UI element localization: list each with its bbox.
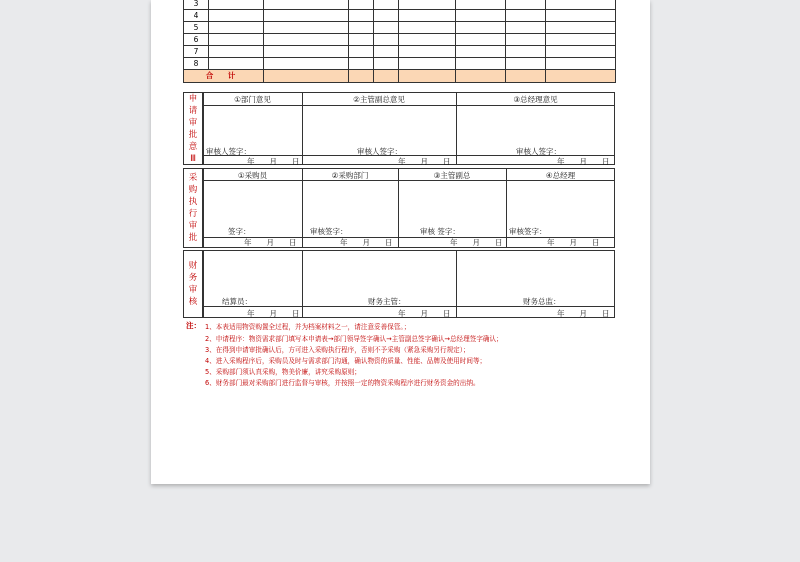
table-cell[interactable]: [546, 58, 616, 70]
row-number: 7: [184, 46, 209, 58]
purchase-side-label: [183, 168, 203, 248]
table-cell[interactable]: [546, 0, 616, 10]
table-cell[interactable]: [456, 46, 506, 58]
purchase-header-dept: ②采购部门: [331, 171, 369, 180]
table-cell[interactable]: [374, 0, 399, 10]
purchase-header-buyer: ①采购员: [237, 171, 268, 180]
apply-date-1: 年 月 日: [247, 157, 300, 166]
purchase-sign-4: 审核签字：: [509, 227, 547, 236]
table-cell[interactable]: [374, 34, 399, 46]
table-cell[interactable]: [209, 34, 264, 46]
items-table: [183, 0, 616, 83]
apply-side-char: 申: [188, 93, 198, 104]
finance-side-label: [183, 250, 203, 318]
total-row: [184, 70, 616, 83]
finance-side-char: 核: [188, 297, 198, 307]
table-cell[interactable]: [264, 34, 349, 46]
table-cell[interactable]: [546, 46, 616, 58]
purchase-sign-2: 审核签字：: [310, 227, 348, 236]
table-cell[interactable]: [399, 58, 456, 70]
table-cell[interactable]: [506, 46, 546, 58]
table-cell[interactable]: [264, 46, 349, 58]
table-cell[interactable]: [374, 22, 399, 34]
table-cell[interactable]: [349, 34, 374, 46]
table-cell[interactable]: [209, 46, 264, 58]
apply-header-dept: ①部门意见: [234, 95, 271, 104]
finance-side-char: 审: [188, 285, 198, 295]
table-cell[interactable]: [264, 10, 349, 22]
apply-sign-1: 审核人签字：: [206, 147, 251, 156]
table-cell[interactable]: [456, 22, 506, 34]
table-cell[interactable]: [399, 34, 456, 46]
purchase-side-char: 批: [188, 233, 198, 243]
table-cell[interactable]: [399, 10, 456, 22]
table-cell[interactable]: [349, 22, 374, 34]
table-cell[interactable]: [546, 22, 616, 34]
table-cell[interactable]: [349, 10, 374, 22]
apply-header-vp: ②主管副总意见: [353, 95, 405, 104]
apply-header-gm: ③总经理意见: [513, 95, 558, 104]
table-cell[interactable]: [506, 0, 546, 10]
row-number: 5: [184, 22, 209, 34]
table-row: [184, 0, 616, 10]
table-row: [184, 58, 616, 70]
purchase-side-char: 购: [188, 185, 198, 195]
purchase-side-char: 行: [188, 209, 198, 219]
finance-sign-3: 财务总监：: [523, 297, 561, 306]
apply-side-char: 请: [188, 105, 198, 116]
notes-prefix: 注：: [186, 321, 201, 330]
table-row: [184, 46, 616, 58]
finance-sign-1: 结算员：: [222, 297, 252, 306]
purchase-date-2: 年 月 日: [340, 238, 393, 247]
row-number: 6: [184, 34, 209, 46]
finance-date-2: 年 月 日: [398, 309, 451, 318]
finance-side-char: 财: [188, 261, 198, 271]
purchase-side-char: 执: [188, 197, 198, 207]
table-cell[interactable]: [264, 0, 349, 10]
apply-side-label: [183, 92, 203, 165]
purchase-header-vp: ③主管副总: [433, 171, 471, 180]
row-number: 4: [184, 10, 209, 22]
table-row: [184, 10, 616, 22]
row-number: 3: [184, 0, 209, 10]
finance-sign-2: 财务主管：: [368, 297, 406, 306]
table-cell[interactable]: [349, 0, 374, 10]
table-cell[interactable]: [399, 0, 456, 10]
table-cell[interactable]: [399, 22, 456, 34]
note-item-1: 1、本表适用物资购置全过程，并为档案材料之一，请注意妥善保管。；: [205, 323, 411, 331]
table-cell[interactable]: [506, 10, 546, 22]
note-item-3: 3、在得到申请审批确认后，方可进入采购执行程序，否则不予采购（紧急采购另行规定）；: [205, 346, 470, 354]
table-cell[interactable]: [506, 34, 546, 46]
apply-side-char: 批: [188, 129, 198, 140]
table-row: [184, 22, 616, 34]
table-cell[interactable]: [506, 58, 546, 70]
table-cell[interactable]: [264, 58, 349, 70]
purchase-date-4: 年 月 日: [547, 238, 600, 247]
purchase-side-char: 审: [188, 221, 198, 231]
purchase-side-char: 采: [188, 173, 198, 183]
table-cell[interactable]: [456, 0, 506, 10]
apply-sign-3: 审核人签字：: [516, 147, 561, 156]
finance-side-char: 务: [188, 273, 198, 283]
purchase-header-gm: ④总经理: [545, 171, 576, 180]
table-row: [184, 34, 616, 46]
table-cell[interactable]: [506, 22, 546, 34]
finance-date-1: 年 月 日: [247, 309, 300, 318]
apply-date-3: 年 月 日: [557, 157, 610, 166]
purchase-date-3: 年 月 日: [450, 238, 503, 247]
finance-date-3: 年 月 日: [557, 309, 610, 318]
row-number: 8: [184, 58, 209, 70]
table-cell[interactable]: [374, 58, 399, 70]
table-cell[interactable]: [209, 58, 264, 70]
purchase-sign-3: 审核 签字：: [420, 227, 460, 236]
table-cell[interactable]: [546, 10, 616, 22]
apply-sign-2: 审核人签字：: [357, 147, 402, 156]
apply-side-char: 审: [188, 117, 198, 128]
table-cell[interactable]: [546, 34, 616, 46]
table-cell[interactable]: [456, 10, 506, 22]
note-item-4: 4、进入采购程序后，采购员及时与需求部门沟通，确认物资的质量、性能、品牌及使用时间等；: [205, 357, 487, 365]
apply-side-char: Ⅲ: [190, 153, 196, 164]
table-cell[interactable]: [209, 10, 264, 22]
note-item-5: 5、采购部门须认真采购，物美价廉，讲究采购原则；: [205, 368, 361, 376]
note-item-2: 2、申请程序：物资需求部门填写本申请表→部门领导签字确认→主管副总签字确认→总经理签字确认；: [205, 335, 503, 343]
table-cell[interactable]: [349, 46, 374, 58]
apply-date-2: 年 月 日: [398, 157, 451, 166]
table-cell[interactable]: [456, 58, 506, 70]
table-cell[interactable]: [209, 22, 264, 34]
table-cell[interactable]: [456, 34, 506, 46]
table-cell[interactable]: [349, 58, 374, 70]
apply-side-char: 意: [188, 141, 198, 152]
table-cell[interactable]: [399, 46, 456, 58]
table-cell[interactable]: [374, 10, 399, 22]
table-cell[interactable]: [374, 46, 399, 58]
purchase-date-1: 年 月 日: [244, 238, 297, 247]
total-label: 合 计: [184, 70, 264, 83]
purchase-sign-1: 签字：: [228, 227, 251, 236]
table-cell[interactable]: [209, 0, 264, 10]
note-item-6: 6、财务部门最对采购部门进行监督与审核，并按照一定的物资采购程序进行财务资金的出纳。: [205, 379, 480, 387]
table-cell[interactable]: [264, 22, 349, 34]
